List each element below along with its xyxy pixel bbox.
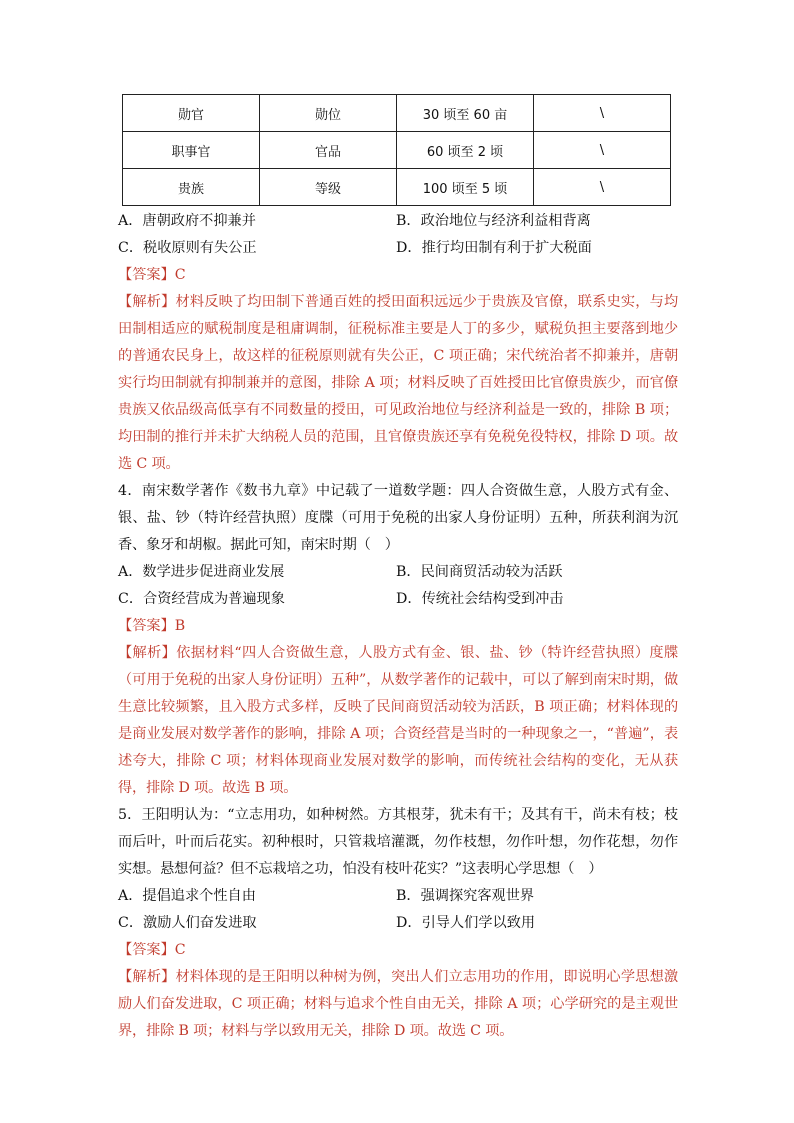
- q3-options-row-2: [118, 235, 678, 262]
- table-row: [123, 95, 671, 132]
- analysis-text: 材料反映了均田制下普通百姓的授田面积远远少于贵族及官僚，联系史实，与均田制相适应的赋税制度是租庸调制，征税标准主要是人丁的多少，赋税负担主要落到地少的普通农民身上，故这样的征税原则就有失公正，C 项正确；宋代统治者不抑兼并，唐朝实行均田制就有抑制兼并的意图，排除 A 项；材料反映了百姓授田比官僚贵族少，而官僚贵族又依品级高低享有不同数量的授田，可见政治地位与经济利益是一致的，排除 B 项；均田制的推行并未扩大纳税人员的范围，且官僚贵族还享有免税免役特权，排除 D 项。故选 C 项。: [118, 294, 678, 472]
- table-row: [123, 169, 671, 206]
- table-cell: 30 顷至 60 亩: [397, 95, 534, 132]
- q4-options-row-2: [118, 586, 678, 613]
- q5-option-d: D．引导人们学以致用: [396, 915, 536, 931]
- table-cell: \: [534, 169, 671, 206]
- q3-option-a: A．唐朝政府不抑兼并: [118, 213, 256, 229]
- q5-analysis: [118, 964, 678, 1045]
- q3-options-row-1: [118, 208, 678, 235]
- analysis-label: 【解析】: [118, 294, 176, 310]
- q4-options-row-1: [118, 559, 678, 586]
- table-cell: 官品: [260, 132, 397, 169]
- table-cell: 100 顷至 5 顷: [397, 169, 534, 206]
- table-cell: \: [534, 95, 671, 132]
- q5-stem: 5．王阳明认为：“立志用功，如种树然。方其根芽，犹未有干；及其有干，尚未有枝；枝而后叶，叶而后花实。初种根时，只管栽培灌溉，勿作枝想，勿作叶想，勿作花想，勿作实想。悬想何益？但不忘栽培之功，怕没有枝叶花实？”这表明心学思想（ ）: [118, 807, 678, 877]
- q4-stem: 4．南宋数学著作《数书九章》中记载了一道数学题：四人合资做生意，人股方式有金、银、盐、钞（特许经营执照）度牒（可用于免税的出家人身份证明）五种，所获利润为沉香、象牙和胡椒。据此可知，南宋时期（ ）: [118, 483, 678, 553]
- land-grant-table: [122, 94, 671, 206]
- table-cell: 等级: [260, 169, 397, 206]
- table-row: [123, 132, 671, 169]
- q4-option-c: C．合资经营成为普遍现象: [118, 591, 285, 607]
- q5-option-a: A．提倡追求个性自由: [118, 888, 256, 904]
- q4-option-b: B．民间商贸活动较为活跃: [396, 564, 563, 580]
- q3-option-b: B．政治地位与经济利益相背离: [396, 213, 591, 229]
- analysis-text: 依据材料“四人合资做生意，人股方式有金、银、盐、钞（特许经营执照）度牒（可用于免税的出家人身份证明）五种”，从数学著作的记载中，可以了解到南宋时期，做生意比较频繁，且入股方式多样，反映了民间商贸活动较为活跃，B 项正确；材料体现的是商业发展对数学著作的影响，排除 A 项；合资经营是当时的一种现象之一，“普遍”，表述夸大，排除 C 项；材料体现商业发展对数学的影响，而传统社会结构的变化，无从获得，排除 D 项。故选 B 项。: [118, 645, 678, 796]
- question-content: [118, 208, 678, 1045]
- table-cell: 职事官: [123, 132, 260, 169]
- table-cell: 60 顷至 2 顷: [397, 132, 534, 169]
- q4-option-a: A．数学进步促进商业发展: [118, 564, 285, 580]
- table-cell: 勋官: [123, 95, 260, 132]
- q3-option-c: C．税收原则有失公正: [118, 240, 257, 256]
- table-cell: \: [534, 132, 671, 169]
- q4-option-d: D．传统社会结构受到冲击: [396, 591, 564, 607]
- q4-analysis: [118, 640, 678, 802]
- analysis-text: 材料体现的是王阳明以种树为例，突出人们立志用功的作用，即说明心学思想激励人们奋发进取，C 项正确；材料与追求个性自由无关，排除 A 项；心学研究的是主观世界，排除 B 项；材料与学以致用无关，排除 D 项。故选 C 项。: [118, 969, 678, 1039]
- q5-option-b: B．强调探究客观世界: [396, 888, 535, 904]
- q5-options-row-1: [118, 883, 678, 910]
- table-cell: 贵族: [123, 169, 260, 206]
- table-cell: 勋位: [260, 95, 397, 132]
- q5-options-row-2: [118, 910, 678, 937]
- q3-answer: 【答案】C: [118, 267, 186, 283]
- q3-option-d: D．推行均田制有利于扩大税面: [396, 240, 592, 256]
- q5-option-c: C．激励人们奋发进取: [118, 915, 257, 931]
- q4-answer: 【答案】B: [118, 618, 186, 634]
- q5-answer: 【答案】C: [118, 942, 186, 958]
- analysis-label: 【解析】: [118, 645, 177, 661]
- analysis-label: 【解析】: [118, 969, 176, 985]
- q3-analysis: [118, 289, 678, 478]
